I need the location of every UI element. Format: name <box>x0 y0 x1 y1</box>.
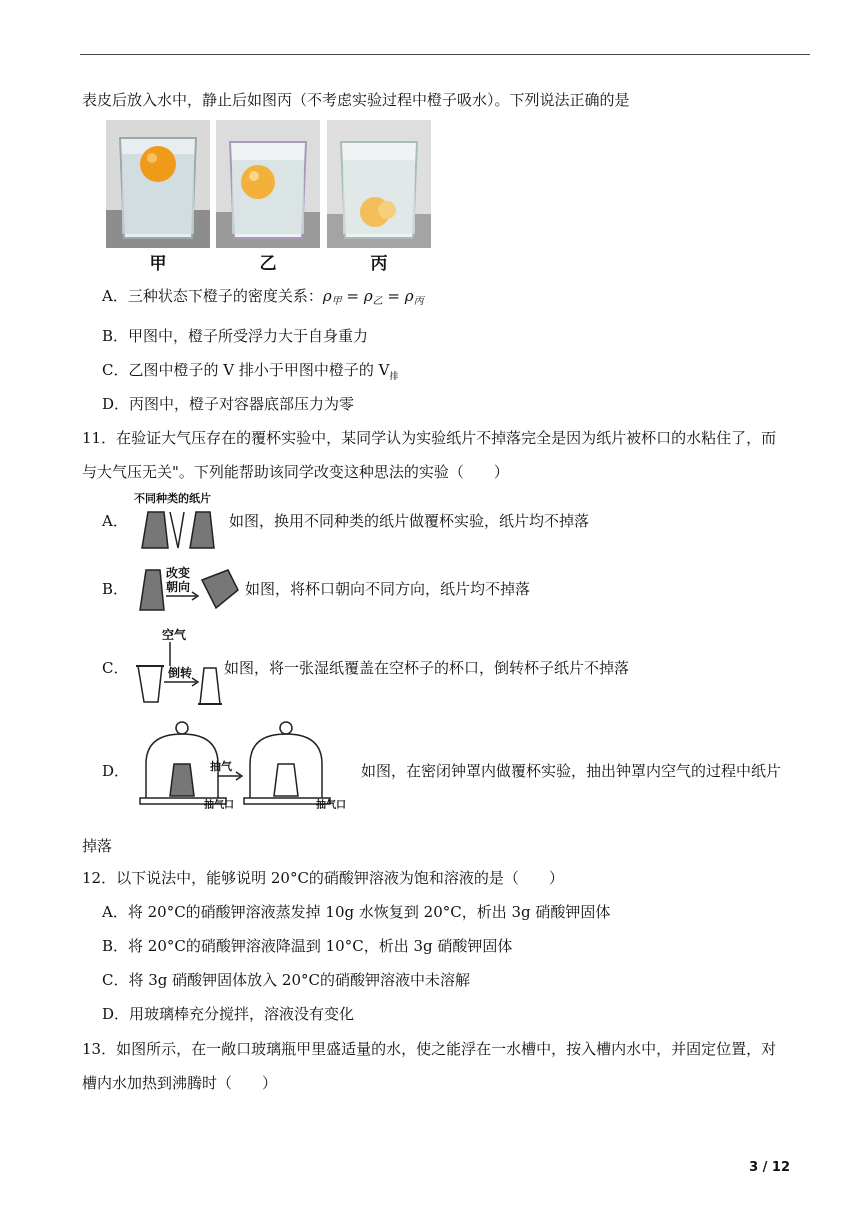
q11-option-a-text: 如图，换用不同种类的纸片做覆杯实验，纸片均不掉落 <box>229 512 590 530</box>
photo-caption-yi: 乙 <box>259 254 277 274</box>
q10-option-d: D．丙图中，橙子对容器底部压力为零 <box>102 395 355 413</box>
q11-option-d-text-cont: 掉落 <box>82 837 113 855</box>
q10-option-b: B．甲图中，橙子所受浮力大于自身重力 <box>102 327 369 345</box>
q11-option-a-label: A． <box>102 512 128 530</box>
q10-option-a-prefix: A．三种状态下橙子的密度关系： <box>102 287 323 305</box>
rho-sub-yi: 乙 <box>372 296 383 307</box>
fig-b-label-1: 改变 <box>166 566 191 580</box>
equals-sign: = <box>346 287 360 305</box>
intro-line: 表皮后放入水中，静止后如图丙（不考虑实验过程中橙子吸水）。下列说法正确的是 <box>82 91 630 109</box>
q11-option-c-text: 如图，将一张湿纸覆盖在空杯子的杯口，倒转杯子纸片不掉落 <box>224 659 630 677</box>
q11-option-b-figure <box>134 560 242 612</box>
q11-option-a-figure <box>134 490 224 550</box>
header-rule <box>80 54 810 55</box>
photo-jia <box>106 120 210 274</box>
photo-bing <box>327 120 431 274</box>
fig-d-label-pump: 抽气 <box>210 760 232 773</box>
q12-option-d: D．用玻璃棒充分搅拌，溶液没有变化 <box>102 1005 355 1023</box>
q11-option-c-figure <box>134 626 224 708</box>
q11-option-d-label: D． <box>102 762 130 780</box>
orange-photos-figure <box>106 120 431 272</box>
fig-a-label: 不同种类的纸片 <box>134 492 211 505</box>
photo-caption-bing: 丙 <box>370 254 388 274</box>
rho-symbol: ρ <box>404 287 414 305</box>
q11-option-d-text: 如图，在密闭钟罩内做覆杯实验，抽出钟罩内空气的过程中纸片 <box>361 762 782 780</box>
rho-symbol: ρ <box>363 287 373 305</box>
q13-stem-line1: 13．如图所示，在一敞口玻璃瓶甲里盛适量的水，使之能浮在一水槽中，按入槽内水中，并固定位置，对 <box>82 1040 777 1058</box>
q11-option-c-label: C． <box>102 659 129 677</box>
equals-sign: = <box>387 287 400 305</box>
q12-option-a: A．将 20°C的硝酸钾溶液蒸发掉 10g 水恢复到 20°C，析出 3g 硝酸钾固体 <box>102 903 611 921</box>
q11-option-d-figure <box>134 718 358 812</box>
q11-option-b-label: B． <box>102 580 129 598</box>
q11-option-b-text: 如图，将杯口朝向不同方向，纸片均不掉落 <box>245 580 531 598</box>
q13-stem-line2: 槽内水加热到沸腾时（ ） <box>82 1074 278 1092</box>
fig-c-label-flip: 倒转 <box>168 666 193 680</box>
rho-symbol: ρ <box>322 287 332 305</box>
fig-b-label-2: 朝向 <box>166 580 191 594</box>
q11-stem-line1: 11．在验证大气压存在的覆杯实验中，某同学认为实验纸片不掉落完全是因为纸片被杯口的水粘住了，而 <box>82 429 777 447</box>
q10-option-c-main: C．乙图中橙子的 V 排小于甲图中橙子的 V <box>102 361 390 379</box>
photo-yi <box>216 120 320 274</box>
photo-caption-jia: 甲 <box>149 254 167 274</box>
q12-option-c: C．将 3g 硝酸钾固体放入 20°C的硝酸钾溶液中未溶解 <box>102 971 470 989</box>
fig-c-label-air: 空气 <box>162 628 187 642</box>
q12-option-b: B．将 20°C的硝酸钾溶液降温到 10°C，析出 3g 硝酸钾固体 <box>102 937 513 955</box>
q10-option-c <box>102 360 398 387</box>
page-number: 3 / 12 <box>749 1160 790 1175</box>
rho-sub-jia: 甲 <box>331 296 342 307</box>
q12-stem: 12．以下说法中，能够说明 20°C的硝酸钾溶液为饱和溶液的是（ ） <box>82 869 564 887</box>
rho-sub-bing: 丙 <box>413 296 424 307</box>
q10-option-a <box>102 286 424 312</box>
q11-stem-line2: 与大气压无关"。下列能帮助该同学改变这种思法的实验（ ） <box>82 463 509 481</box>
fig-d-label-outlet2: 抽气口 <box>316 800 346 811</box>
q10-option-c-sub: 排 <box>389 372 399 382</box>
fig-d-label-outlet1: 抽气口 <box>204 800 234 811</box>
